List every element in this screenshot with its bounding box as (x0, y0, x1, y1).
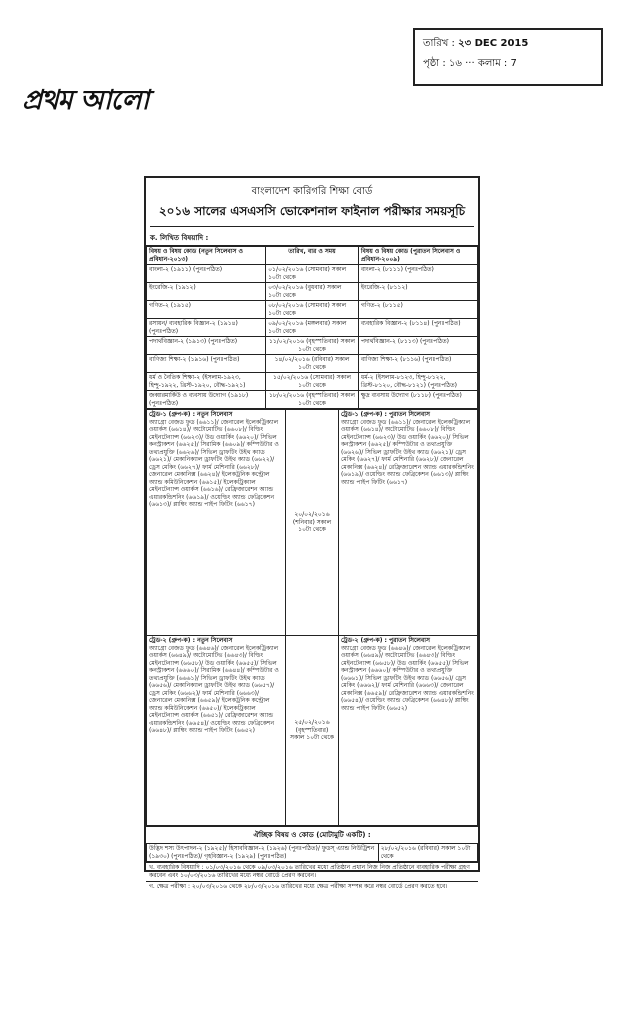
clipping-title: ২০১৬ সালের এসএসসি ভোকেশনাল ফাইনাল পরীক্ষার সময়সূচি (150, 203, 474, 227)
row-left: ইংরেজি-২ (১৯১২) (147, 283, 266, 301)
trade-right-head: ট্রেড-২ (গ্রুপ-ক) : পুরাতন সিলেবাস (340, 637, 430, 644)
row-time: ০৩/০২/২০১৬ (বুধবার) সকাল ১০টা থেকে (266, 283, 359, 301)
table-row (147, 301, 478, 319)
optional-subjects-title: ঐচ্ছিক বিষয় ও কোড (মোটামুটি একটি) : (146, 826, 478, 843)
row-right: পদার্থবিজ্ঞান-২ (৮১১৩) (পুনঃপঠিত) (358, 337, 477, 355)
stamp-date-row: তারিখ : ২৩ DEC 2015 (423, 38, 529, 49)
table-row (147, 319, 478, 337)
table-row (147, 844, 478, 862)
written-section-label: ক. লিখিত বিষয়াদি : (146, 231, 478, 246)
row-time: ১১/০২/২০১৬ (বৃহস্পতিবার) সকাল ১০টা থেকে (266, 337, 359, 355)
stamp-column-label: কলাম (477, 58, 501, 69)
field-test-note: গ. ক্ষেত্র পরীক্ষা : ২০/০৩/২০১৬ থেকে ২৮/০৩/২০১৬ তারিখের মধ্যে ক্ষেত্র পরীক্ষা সম্পন্ন করে নম্বর বোর্ডে প্রেরণ করতে হবে। (146, 881, 478, 892)
trade-right (338, 410, 477, 636)
trade-right-body: অ্যাগ্রো বেজড ফুড (৬৬৪৬)/ জেনারেল ইলেকট্রিক্যাল ওয়ার্কস (৬৬৪৯)/ অটোমোটিভ (৬৬৪৩)/ বিল্ডিং মেইনটেন্যান্স (৬৬৫৮)/ উড ওয়ার্কিং (৬৬৫৫)/ সিভিল কনস্ট্রাকশন (৬৬৬০)/ কম্পিউটার ও তথ্যপ্রযুক্তি (৬৬৬১)/ সিভিল ড্রাফটিং উইথ ক্যাড (৬৬৫৬)/ ড্রেস মেকিং (৬৬৬২)/ ফার্ম মেশিনারি (৬৬৬৩)/ জেনারেল মেকানিক্স (৬৬৫৯)/ রেফ্রিজারেশন অ্যান্ড এয়ারকন্ডিশনিং (৬৬৫৪)/ ওয়েল্ডিং অ্যান্ড ফেব্রিকেশন (৬৬৪৮)/ প্লাম্বিং অ্যান্ড পাইপ ফিটিং (৬৬৫২) (340, 644, 474, 712)
row-left: ধর্ম ও নৈতিক শিক্ষা-২ (ইসলাম-১৯২৩, হিন্দু-১৯২২, খ্রিস্ট-১৯২০, বৌদ্ধ-১৯২১) (147, 373, 266, 391)
trade-table (146, 409, 478, 826)
row-time: ১৫/০২/২০১৬ (সোমবার) সকাল ১০টা থেকে (266, 373, 359, 391)
row-time: ০৯/০২/২০১৬ (মঙ্গলবার) সকাল ১০টা থেকে (266, 319, 359, 337)
row-right: ধর্ম-২ (ইসলাম-৮১২৩, হিন্দু-৮১২২, খ্রিস্ট-৮১২০, বৌদ্ধ-৮১২১) (পুনঃপঠিত) (358, 373, 477, 391)
optional-time: ২৮/০২/২০১৬ (রবিবার) সকাল ১০টা থেকে (378, 844, 477, 862)
schedule-table (146, 246, 478, 409)
optional-left: উদ্ভিদ শস্য উৎপাদন-২ (১৯২৫)/ হিসাববিজ্ঞান-২ (১৯২৬) (পুনঃপঠিত)/ ফুডস্ এ্যান্ড নিউট্রিশন (১৯৩০) (পুনঃপঠিত)/ গৃহবিজ্ঞান-২ (১৯২৯) (পুনঃপঠিত) (147, 844, 379, 862)
trade-right-body: অ্যাগ্রো বেজড ফুড (৬৬১১)/ জেনারেল ইলেকট্রিক্যাল ওয়ার্কস (৬৬১৪)/ অটোমোটিভ (৬৬০৮)/ বিল্ডিং মেইনটেন্যান্স (৬৬২৩)/ উড ওয়ার্কিং (৬৬২০)/ সিভিল কনস্ট্রাকশন (৬৬২৫)/ কম্পিউটার ও তথ্যপ্রযুক্তি (৬৬২৬)/ সিভিল ড্রাফটিং উইথ ক্যাড (৬৬২১)/ ড্রেস মেকিং (৬৬২৭)/ ফার্ম মেশিনারি (৬৬২৮)/ জেনারেল মেকানিক্স (৬৬২৪)/ রেফ্রিজারেশন অ্যান্ড এয়ারকন্ডিশনিং (৬৬১৯)/ ওয়েল্ডিং অ্যান্ড ফেব্রিকেশন (৬৬১৩)/ প্লাম্বিং অ্যান্ড পাইপ ফিটিং (৬৬১৭) (340, 418, 474, 486)
stamp-page-value: ১৬ (448, 58, 462, 69)
trade-row (147, 636, 478, 826)
header-right-subject: বিষয় ও বিষয় কোড (পুরাতন সিলেবাস ও প্রবিধান-২০০৯) (358, 247, 477, 265)
row-right: ব্যবহারিক বিজ্ঞান-২ (৮১১৪) (পুনঃপঠিত) (358, 319, 477, 337)
trade-time: ২৫/০২/২০১৬ (বৃহস্পতিবার) সকাল ১০টা থেকে (286, 636, 339, 826)
table-row (147, 391, 478, 409)
trade-right-head: ট্রেড-১ (গ্রুপ-ক) : পুরাতন সিলেবাস (340, 411, 430, 418)
table-row (147, 283, 478, 301)
newspaper-logo: প্রথম আলো (22, 85, 149, 116)
table-row (147, 265, 478, 283)
stamp-page-row: পৃষ্ঠা : ১৬ ··· কলাম : 7 (423, 58, 517, 69)
trade-left-head: ট্রেড-১ (গ্রুপ-ক) : নতুন সিলেবাস (149, 411, 233, 418)
table-header-row (147, 247, 478, 265)
board-name: বাংলাদেশ কারিগরি শিক্ষা বোর্ড (251, 186, 373, 197)
row-right: ক্ষুদ্র ব্যবসায় উদ্যোগ (৮১১৮) (পুনঃপঠিত) (358, 391, 477, 409)
table-row (147, 373, 478, 391)
row-left: বাংলা-২ (১৯১১) (পুনঃপঠিত) (147, 265, 266, 283)
header-date-time: তারিখ, বার ও সময় (266, 247, 359, 265)
optional-table (146, 843, 478, 862)
clipping-stamp (413, 28, 603, 86)
trade-left-body: অ্যাগ্রো বেজড ফুড (৬৬১১)/ জেনারেল ইলেকট্রিক্যাল ওয়ার্কস (৬৬১৪)/ অটোমোটিভ (৬৬০৮)/ বিল্ডিং মেইনটেন্যান্স (৬৬২৩)/ উড ওয়ার্কিং (৬৬২০)/ সিভিল কনস্ট্রাকশন (৬৬২৫)/ সিরামিক (৬৬০৯)/ কম্পিউটার ও তথ্যপ্রযুক্তি (৬৬২৬)/ সিভিল ড্রাফটিং উইথ ক্যাড (৬৬২১)/ মেকানিক্যাল ড্রাফটিং উইথ ক্যাড (৬৬২২)/ ড্রেস মেকিং (৬৬২৭)/ ফার্ম মেশিনারি (৬৬২৮)/ জেনারেল মেকানিক্স (৬৬২৪)/ ইলেকট্রনিক কন্ট্রোল অ্যান্ড কমিউনিকেশন (৬৬১৫)/ ইলেকট্রিক্যাল মেইনটেন্যান্স ওয়ার্কস (৬৬১৬)/ রেফ্রিজারেশন অ্যান্ড এয়ারকন্ডিশনিং (৬৬১৯)/ ওয়েল্ডিং অ্যান্ড ফেব্রিকেশন (৬৬১৩)/ প্লাম্বিং অ্যান্ড পাইপ ফিটিং (৬৬১৭) (149, 418, 279, 508)
row-time: ১৮/০২/২০১৬ (বৃহস্পতিবার) সকাল ১০টা থেকে (266, 391, 359, 409)
trade-left (147, 410, 286, 636)
row-left: রসায়ন/ ব্যবহারিক বিজ্ঞান-২ (১৯১৪) (পুনঃপঠিত) (147, 319, 266, 337)
trade-left (147, 636, 286, 826)
trade-left-body: অ্যাগ্রো বেজড ফুড (৬৬৪৬)/ জেনারেল ইলেকট্রিক্যাল ওয়ার্কস (৬৬৪৯)/ অটোমোটিভ (৬৬৪৩)/ বিল্ডিং মেইনটেন্যান্স (৬৬৫৮)/ উড ওয়ার্কিং (৬৬৫৫)/ সিভিল কনস্ট্রাকশন (৬৬৬০)/ সিরামিক (৬৬৪৪)/ কম্পিউটার ও তথ্যপ্রযুক্তি (৬৬৬১)/ সিভিল ড্রাফটিং উইথ ক্যাড (৬৬৫৬)/ মেকানিক্যাল ড্রাফটিং উইথ ক্যাড (৬৬৫৭)/ ড্রেস মেকিং (৬৬৬২)/ ফার্ম মেশিনারি (৬৬৬৩)/ জেনারেল মেকানিক্স (৬৬৫৯)/ ইলেকট্রনিক কন্ট্রোল অ্যান্ড কমিউনিকেশন (৬৬৫০)/ ইলেকট্রিক্যাল মেইনটেন্যান্স ওয়ার্কস (৬৬৫১)/ রেফ্রিজারেশন অ্যান্ড এয়ারকন্ডিশনিং (৬৬৫৪)/ ওয়েল্ডিং অ্যান্ড ফেব্রিকেশন (৬৬৪৮)/ প্লাম্বিং অ্যান্ড পাইপ ফিটিং (৬৬৫২) (149, 644, 279, 734)
row-time: ০৮/০২/২০১৬ (সোমবার) সকাল ১০টা থেকে (266, 301, 359, 319)
row-left: পদার্থবিজ্ঞান-২ (১৯১৩) (পুনঃপঠিত) (147, 337, 266, 355)
table-row (147, 337, 478, 355)
row-time: ১৪/০২/২০১৬ (রবিবার) সকাল ১০টা থেকে (266, 355, 359, 373)
trade-time: ২০/০২/২০১৬ (শনিবার) সকাল ১০টা থেকে (286, 410, 339, 636)
stamp-date-label: তারিখ (423, 38, 449, 49)
newspaper-clipping (144, 176, 480, 890)
trade-left-head: ট্রেড-২ (গ্রুপ-ক) : নতুন সিলেবাস (149, 637, 233, 644)
row-time: ০১/০২/২০১৬ (সোমবার) সকাল ১০টা থেকে (266, 265, 359, 283)
stamp-page-label: পৃষ্ঠা (423, 58, 440, 69)
row-left: গণিত-২ (১৯১৫) (147, 301, 266, 319)
row-right: বাণিজ্য শিক্ষা-২ (৮১১৬) (পুনঃপঠিত) (358, 355, 477, 373)
table-row (147, 355, 478, 373)
row-left: বাণিজ্য শিক্ষা-২ (১৯১৬) (পুনঃপঠিত) (147, 355, 266, 373)
header-left-subject: বিষয় ও বিষয় কোড (নতুন সিলেবাস ও প্রবিধান-২০১৩) (147, 247, 266, 265)
row-right: ইংরেজি-২ (৮১১২) (358, 283, 477, 301)
row-left: জব্বারমার্কিউ ও ব্যবসায় উদ্যোগ (১৯১৮) (পুনঃপঠিত) (147, 391, 266, 409)
row-right: বাংলা-২ (৮১১১) (পুনঃপঠিত) (358, 265, 477, 283)
row-right: গণিত-২ (৮১১৫) (358, 301, 477, 319)
trade-row (147, 410, 478, 636)
stamp-column-value: 7 (510, 58, 517, 69)
trade-right (338, 636, 477, 826)
practical-note: খ. ব্যবহারিক বিষয়াদি : ০১/০৩/২০১৬ থেকে ০৯/০৩/২০১৬ তারিখের মধ্যে প্রতিষ্ঠান প্রধান নিজ নিজ প্রতিষ্ঠানে ব্যবহারিক পরীক্ষা গ্রহণ করবেন এবং ১০/০৩/২০১৬ তারিখের মধ্যে নম্বর বোর্ডে প্রেরণ করবেন। (146, 862, 478, 881)
stamp-date-value: ২৩ DEC 2015 (458, 38, 529, 49)
